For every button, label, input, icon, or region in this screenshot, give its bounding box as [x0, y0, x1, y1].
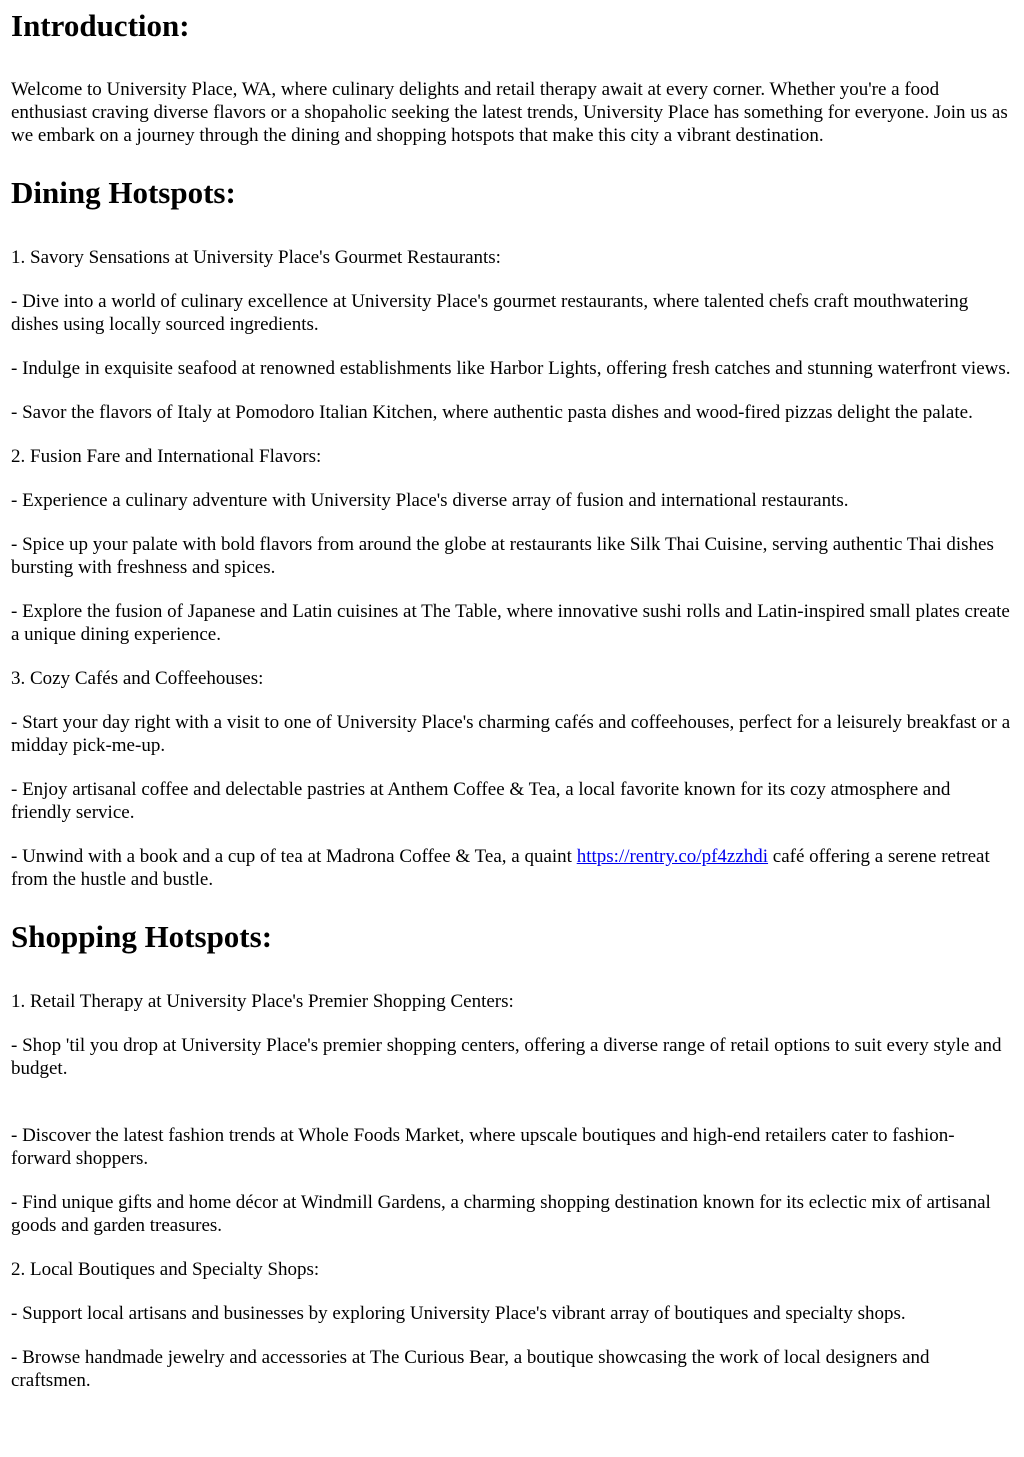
dining-section-3-bullet-1: - Start your day right with a visit to one of University Place's charming cafés and coffeehouses, perfect for a leisurely breakfast or a midday pick-me-up. — [11, 712, 1011, 756]
dining-section-2-bullet-2: - Spice up your palate with bold flavors from around the globe at restaurants like Silk Thai Cuisine, serving authentic Thai dishes bursting with freshness and spices. — [11, 534, 994, 578]
shopping-section-1-bullet-2: - Discover the latest fashion trends at Whole Foods Market, where upscale boutiques and high-end retailers cater to fashion-forward shoppers. — [11, 1125, 955, 1169]
dining-heading: Dining Hotspots: — [11, 175, 236, 210]
dining-section-3-title: 3. Cozy Cafés and Coffeehouses: — [11, 668, 264, 689]
shopping-heading: Shopping Hotspots: — [11, 919, 273, 954]
bullet-text-after-link: café offering a serene retreat from the hustle and bustle. — [11, 846, 990, 890]
dining-section-2-bullet-1: - Experience a culinary adventure with University Place's diverse array of fusion and international restaurants. — [11, 490, 849, 511]
bullet-text-before-link: - Unwind with a book and a cup of tea at Madrona Coffee & Tea, a quaint — [11, 846, 577, 867]
shopping-section-2-bullet-2: - Browse handmade jewelry and accessories at The Curious Bear, a boutique showcasing the work of local designers and craftsmen. — [11, 1347, 930, 1391]
dining-section-3-bullet-3 — [11, 845, 1013, 891]
shopping-section-1-bullet-1: - Shop 'til you drop at University Place's premier shopping centers, offering a diverse range of retail options to suit every style and budget. — [11, 1035, 1002, 1079]
article — [0, 8, 1024, 1392]
rentry-link[interactable]: https://rentry.co/pf4zzhdi — [576, 846, 769, 867]
intro-heading: Introduction: — [11, 8, 190, 43]
dining-section-1-bullet-1: - Dive into a world of culinary excellence at University Place's gourmet restaurants, where talented chefs craft mouthwatering dishes using locally sourced ingredients. — [11, 291, 969, 335]
dining-section-1-bullet-3: - Savor the flavors of Italy at Pomodoro Italian Kitchen, where authentic pasta dishes and wood-fired pizzas delight the palate. — [11, 402, 973, 423]
shopping-section-2-title: 2. Local Boutiques and Specialty Shops: — [11, 1259, 320, 1280]
dining-section-1-bullet-2: - Indulge in exquisite seafood at renowned establishments like Harbor Lights, offering fresh catches and stunning waterfront views. — [11, 358, 1011, 379]
shopping-section-1-title: 1. Retail Therapy at University Place's Premier Shopping Centers: — [11, 991, 514, 1012]
intro-paragraph: Welcome to University Place, WA, where culinary delights and retail therapy await at every corner. Whether you're a food enthusiast craving diverse flavors or a shopaholic seeking the latest trends, University Place has something for everyone. Join us as we embark on a journey through the dining and shopping hotspots that make this city a vibrant destination. — [11, 79, 1008, 146]
dining-section-2-bullet-3: - Explore the fusion of Japanese and Latin cuisines at The Table, where innovative sushi rolls and Latin-inspired small plates create a unique dining experience. — [11, 601, 1010, 645]
dining-section-2-title: 2. Fusion Fare and International Flavors: — [11, 446, 322, 467]
dining-section-1-title: 1. Savory Sensations at University Place's Gourmet Restaurants: — [11, 247, 501, 268]
shopping-section-1-bullet-3: - Find unique gifts and home décor at Windmill Gardens, a charming shopping destination known for its eclectic mix of artisanal goods and garden treasures. — [11, 1192, 991, 1236]
dining-section-3-bullet-2: - Enjoy artisanal coffee and delectable pastries at Anthem Coffee & Tea, a local favorite known for its cozy atmosphere and friendly service. — [11, 779, 951, 823]
shopping-section-2-bullet-1: - Support local artisans and businesses by exploring University Place's vibrant array of boutiques and specialty shops. — [11, 1303, 906, 1324]
